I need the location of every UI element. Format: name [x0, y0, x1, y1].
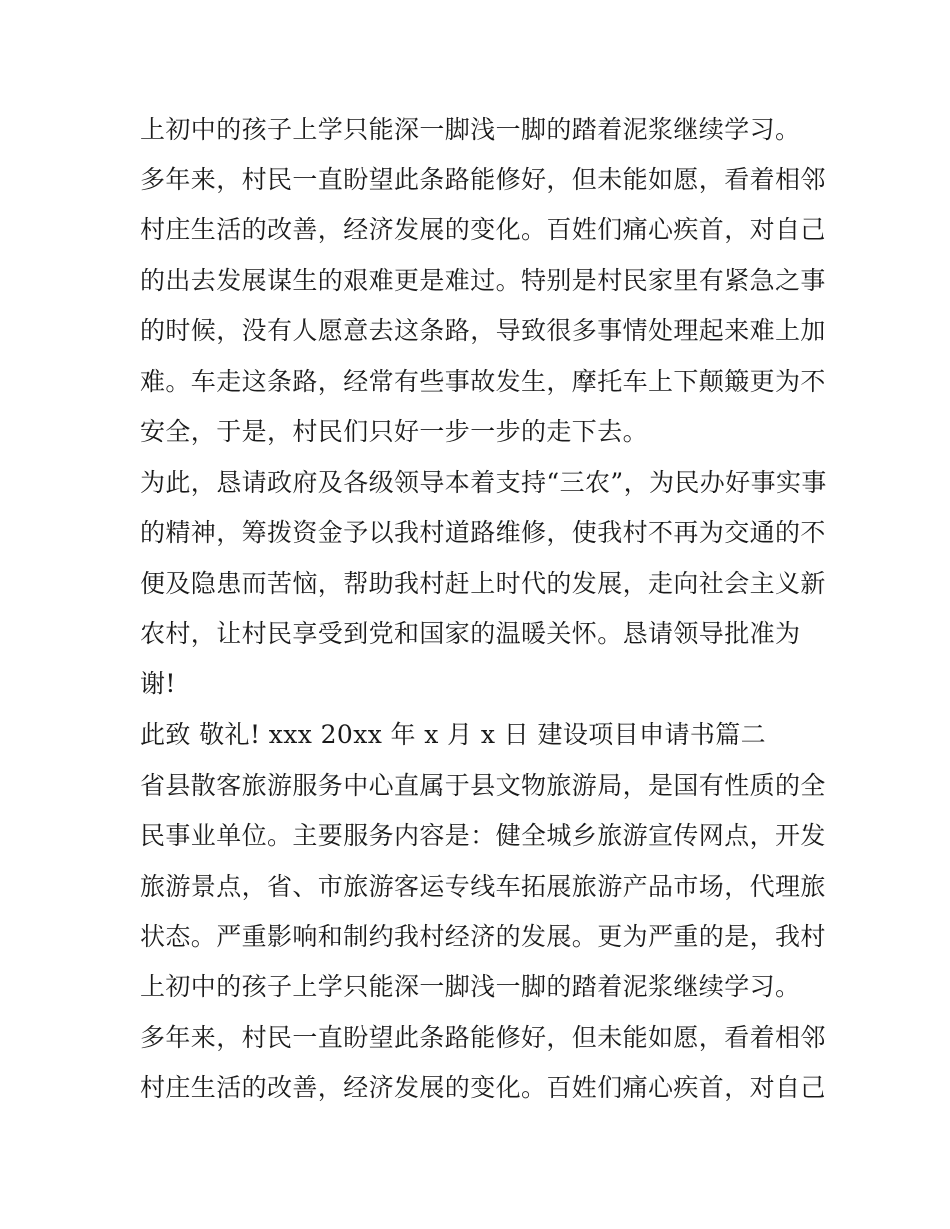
text-line: 的时候，没有人愿意去这条路，导致很多事情处理起来难上加: [140, 316, 826, 345]
text-line: 上初中的孩子上学只能深一脚浅一脚的踏着泥浆继续学习。: [140, 115, 801, 144]
text-line: 村庄生活的改善，经济发展的变化。百姓们痛心疾首，对自己: [140, 1073, 826, 1102]
text-line: 上初中的孩子上学只能深一脚浅一脚的踏着泥浆继续学习。: [140, 972, 801, 1001]
text-line: 谢!: [140, 669, 176, 698]
text-line: 此致 敬礼! xxx 20xx 年 x 月 x 日 建设项目申请书篇二: [140, 720, 767, 749]
text-line: 多年来，村民一直盼望此条路能修好，但未能如愿，看着相邻: [140, 165, 826, 194]
text-line: 便及隐患而苦恼，帮助我村赶上时代的发展，走向社会主义新: [140, 569, 826, 598]
text-line: 的精神，筹拨资金予以我村道路维修，使我村不再为交通的不: [140, 518, 826, 547]
text-line: 旅游景点，省、市旅游客运专线车拓展旅游产品市场，代理旅: [140, 872, 826, 901]
text-line: 村庄生活的改善，经济发展的变化。百姓们痛心疾首，对自己: [140, 215, 826, 244]
text-line: 难。车走这条路，经常有些事故发生，摩托车上下颠簸更为不: [140, 367, 826, 396]
text-line: 多年来，村民一直盼望此条路能修好，但未能如愿，看着相邻: [140, 1023, 826, 1052]
text-line: 为此，恳请政府及各级领导本着支持“三农”，为民办好事实事: [140, 468, 827, 497]
text-line: 状态。严重影响和制约我村经济的发展。更为严重的是，我村: [140, 922, 826, 951]
text-line: 的出去发展谋生的艰难更是难过。特别是村民家里有紧急之事: [140, 266, 826, 295]
text-line: 省县散客旅游服务中心直属于县文物旅游局，是国有性质的全: [140, 771, 826, 800]
text-line: 民事业单位。主要服务内容是：健全城乡旅游宣传网点，开发: [140, 821, 826, 850]
text-line: 农村，让村民享受到党和国家的温暖关怀。恳请领导批准为: [140, 619, 801, 648]
text-line: 安全，于是，村民们只好一步一步的走下去。: [140, 417, 649, 446]
